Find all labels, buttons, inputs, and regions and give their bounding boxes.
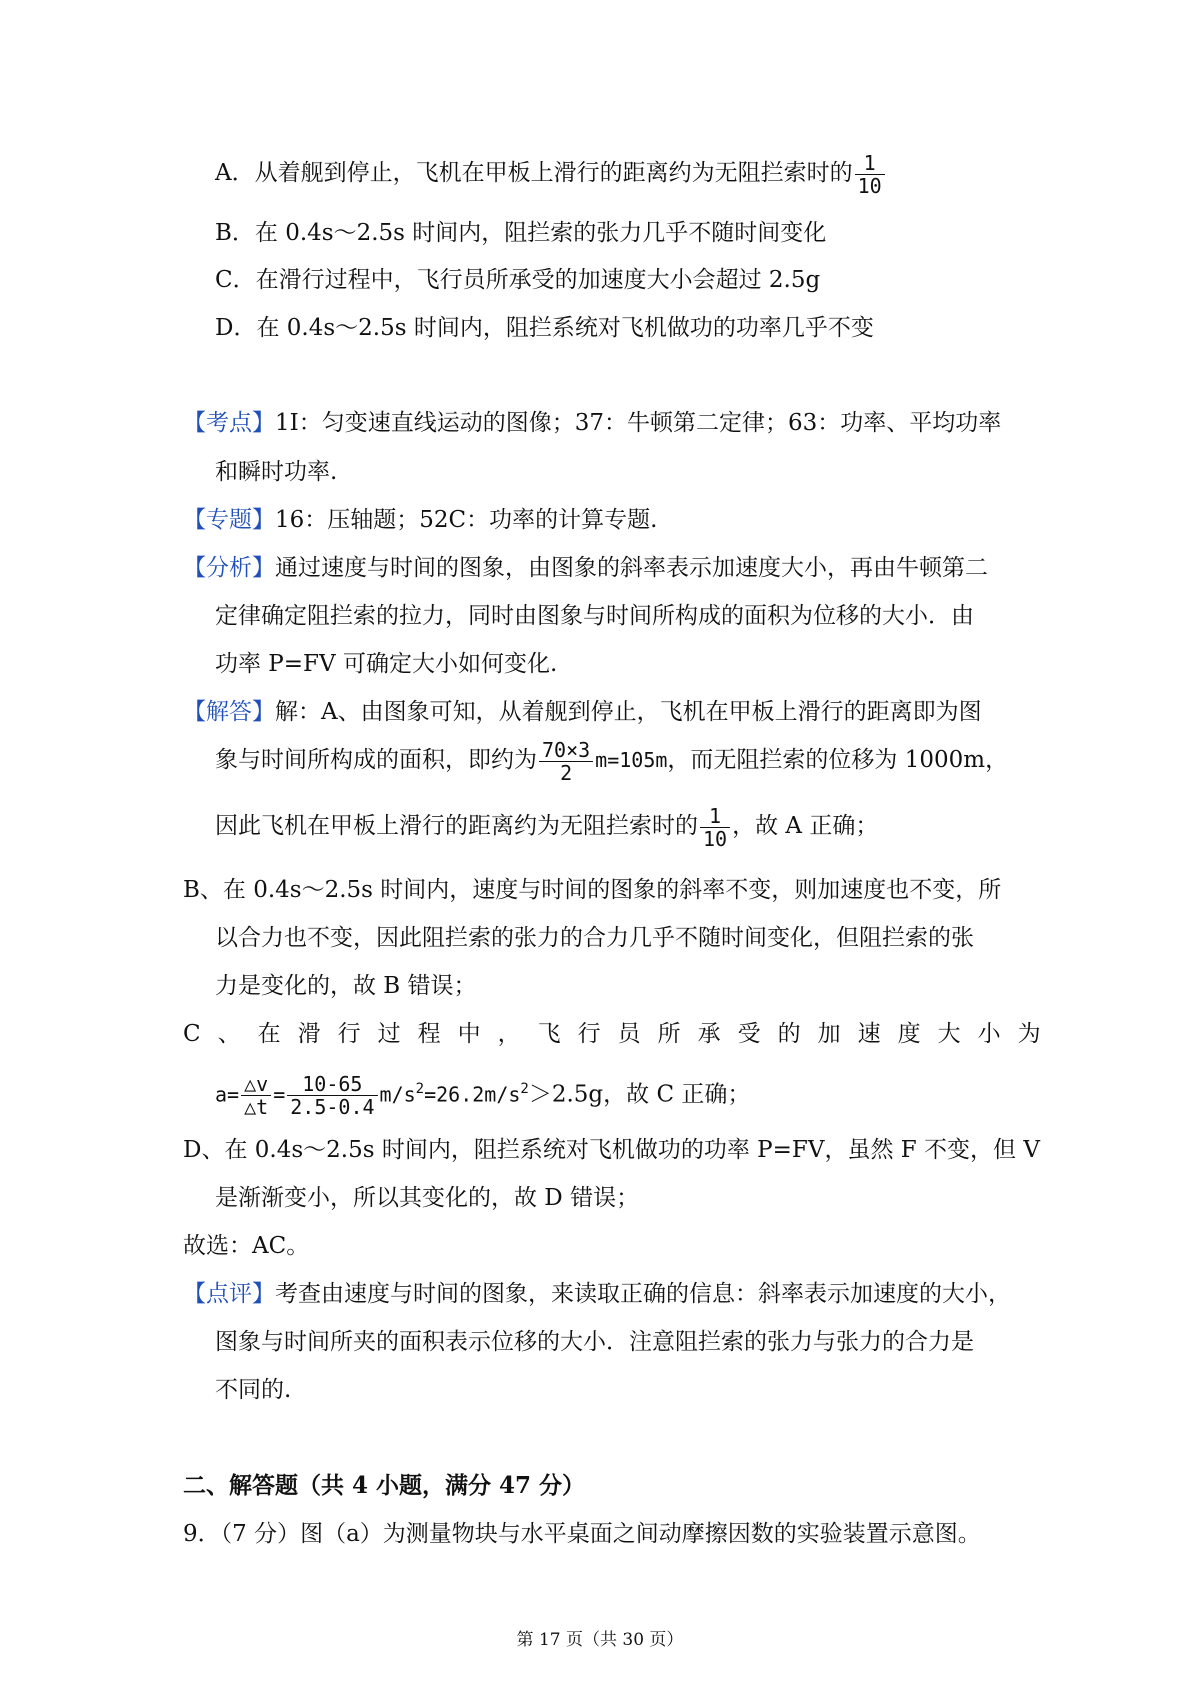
- fenxi-line-2: 定律确定阻拦索的拉力，同时由图象与时间所构成的面积为位移的大小．由: [215, 603, 974, 629]
- accel-symbol: a=: [215, 1082, 240, 1107]
- jieda-b-line-2: 以合力也不变，因此阻拦索的张力的合力几乎不随时间变化，但阻拦索的张: [215, 925, 974, 951]
- jieda-line-1: [183, 696, 982, 728]
- dianping-line-3: 不同的.: [215, 1377, 292, 1403]
- area-fraction: [539, 739, 593, 784]
- option-a-text: A．从着舰到停止，飞机在甲板上滑行的距离约为无阻拦索时的: [215, 160, 853, 186]
- question-9: 9．（7 分）图（a）为测量物块与水平桌面之间动摩擦因数的实验装置示意图。: [183, 1521, 981, 1547]
- ratio-fraction: [700, 805, 730, 850]
- option-b: B．在 0.4s～2.5s 时间内，阻拦索的张力几乎不随时间变化: [215, 220, 827, 246]
- fraction-numerator: 1: [855, 152, 885, 175]
- jieda-c-line-2: [215, 1060, 750, 1118]
- fraction-numerator: 1: [700, 805, 730, 828]
- kaodian-text: 1I：匀变速直线运动的图像；37：牛顿第二定律；63：功率、平均功率: [275, 410, 1002, 436]
- zhuanti-text: 16：压轴题；52C：功率的计算专题.: [275, 507, 658, 533]
- fraction-denominator: △t: [244, 1095, 269, 1120]
- option-c: C．在滑行过程中，飞行员所承受的加速度大小会超过 2.5g: [215, 267, 821, 293]
- option-a: [215, 150, 887, 196]
- fraction-denominator: 10: [703, 826, 728, 851]
- page-footer: 第 17 页（共 30 页）: [516, 1630, 684, 1650]
- fraction-numerator: △v: [241, 1073, 271, 1096]
- jieda-line-2: [215, 734, 1008, 786]
- jieda-d-line-1: D、在 0.4s～2.5s 时间内，阻拦系统对飞机做功的功率 P=FV，虽然 F 不变，但 V: [183, 1137, 1040, 1163]
- jieda-line-3: [215, 800, 878, 852]
- jieda-text: 解：A、由图象可知，从着舰到停止，飞机在甲板上滑行的距离即为图: [275, 699, 982, 725]
- jieda-tag: 【解答】: [183, 699, 275, 725]
- fenxi-line-3: 功率 P=FV 可确定大小如何变化.: [215, 651, 558, 677]
- value-fraction: [287, 1073, 377, 1118]
- jieda-line-2-pre: 象与时间所构成的面积，即约为: [215, 747, 537, 773]
- dianping-tag: 【点评】: [183, 1281, 275, 1307]
- dianping-line-2: 图象与时间所夹的面积表示位移的大小．注意阻拦索的张力与张力的合力是: [215, 1329, 974, 1355]
- kaodian-line-2: 和瞬时功率.: [215, 459, 338, 485]
- unit-exponent: 2: [415, 1081, 425, 1097]
- delta-fraction: [241, 1073, 271, 1118]
- kaodian-tag: 【考点】: [183, 410, 275, 436]
- fraction-denominator: 2: [560, 760, 573, 785]
- fraction-numerator: 10-65: [287, 1073, 377, 1096]
- fraction-denominator: 10: [857, 173, 882, 198]
- option-a-fraction: [855, 152, 885, 197]
- jieda-line-2-post: ，而无阻拦索的位移为 1000m，: [667, 747, 1009, 773]
- accel-result: =26.2m/s: [424, 1082, 521, 1107]
- section-heading: 二、解答题（共 4 小题，满分 47 分）: [183, 1472, 586, 1499]
- jieda-c-line-1: C、在滑行过程中，飞行员所承受的加速度大小为: [183, 1021, 1058, 1047]
- jieda-c-line-2-post: ＞2.5g，故 C 正确；: [528, 1081, 751, 1108]
- accel-unit: m/s: [379, 1082, 416, 1107]
- jieda-line-3-post: ，故 A 正确；: [732, 813, 879, 839]
- jieda-b-line-3: 力是变化的，故 B 错误；: [215, 973, 477, 999]
- fenxi-tag: 【分析】: [183, 555, 275, 581]
- dianping-text: 考查由速度与时间的图象，来读取正确的信息：斜率表示加速度的大小，: [275, 1281, 1011, 1307]
- jieda-line-3-pre: 因此飞机在甲板上滑行的距离约为无阻拦索时的: [215, 813, 698, 839]
- zhuanti-line: [183, 504, 657, 536]
- fenxi-text: 通过速度与时间的图象，由图象的斜率表示加速度大小，再由牛顿第二: [275, 555, 988, 581]
- kaodian-line-1: [183, 407, 1001, 439]
- area-result: m=105m: [595, 748, 668, 772]
- zhuanti-tag: 【专题】: [183, 507, 275, 533]
- jieda-b-line-1: B、在 0.4s～2.5s 时间内，速度与时间的图象的斜率不变，则加速度也不变，所: [183, 877, 1002, 903]
- jieda-d-line-2: 是渐渐变小，所以其变化的，故 D 错误；: [215, 1185, 640, 1211]
- fraction-numerator: 70×3: [539, 739, 593, 762]
- equals-sign: =: [273, 1082, 286, 1107]
- fraction-denominator: 2.5-0.4: [290, 1095, 375, 1120]
- dianping-line-1: [183, 1278, 1011, 1310]
- option-d: D．在 0.4s～2.5s 时间内，阻拦系统对飞机做功的功率几乎不变: [215, 315, 874, 341]
- jieda-answer: 故选：AC。: [183, 1233, 310, 1259]
- fenxi-line-1: [183, 552, 988, 584]
- unit-exponent: 2: [520, 1081, 529, 1097]
